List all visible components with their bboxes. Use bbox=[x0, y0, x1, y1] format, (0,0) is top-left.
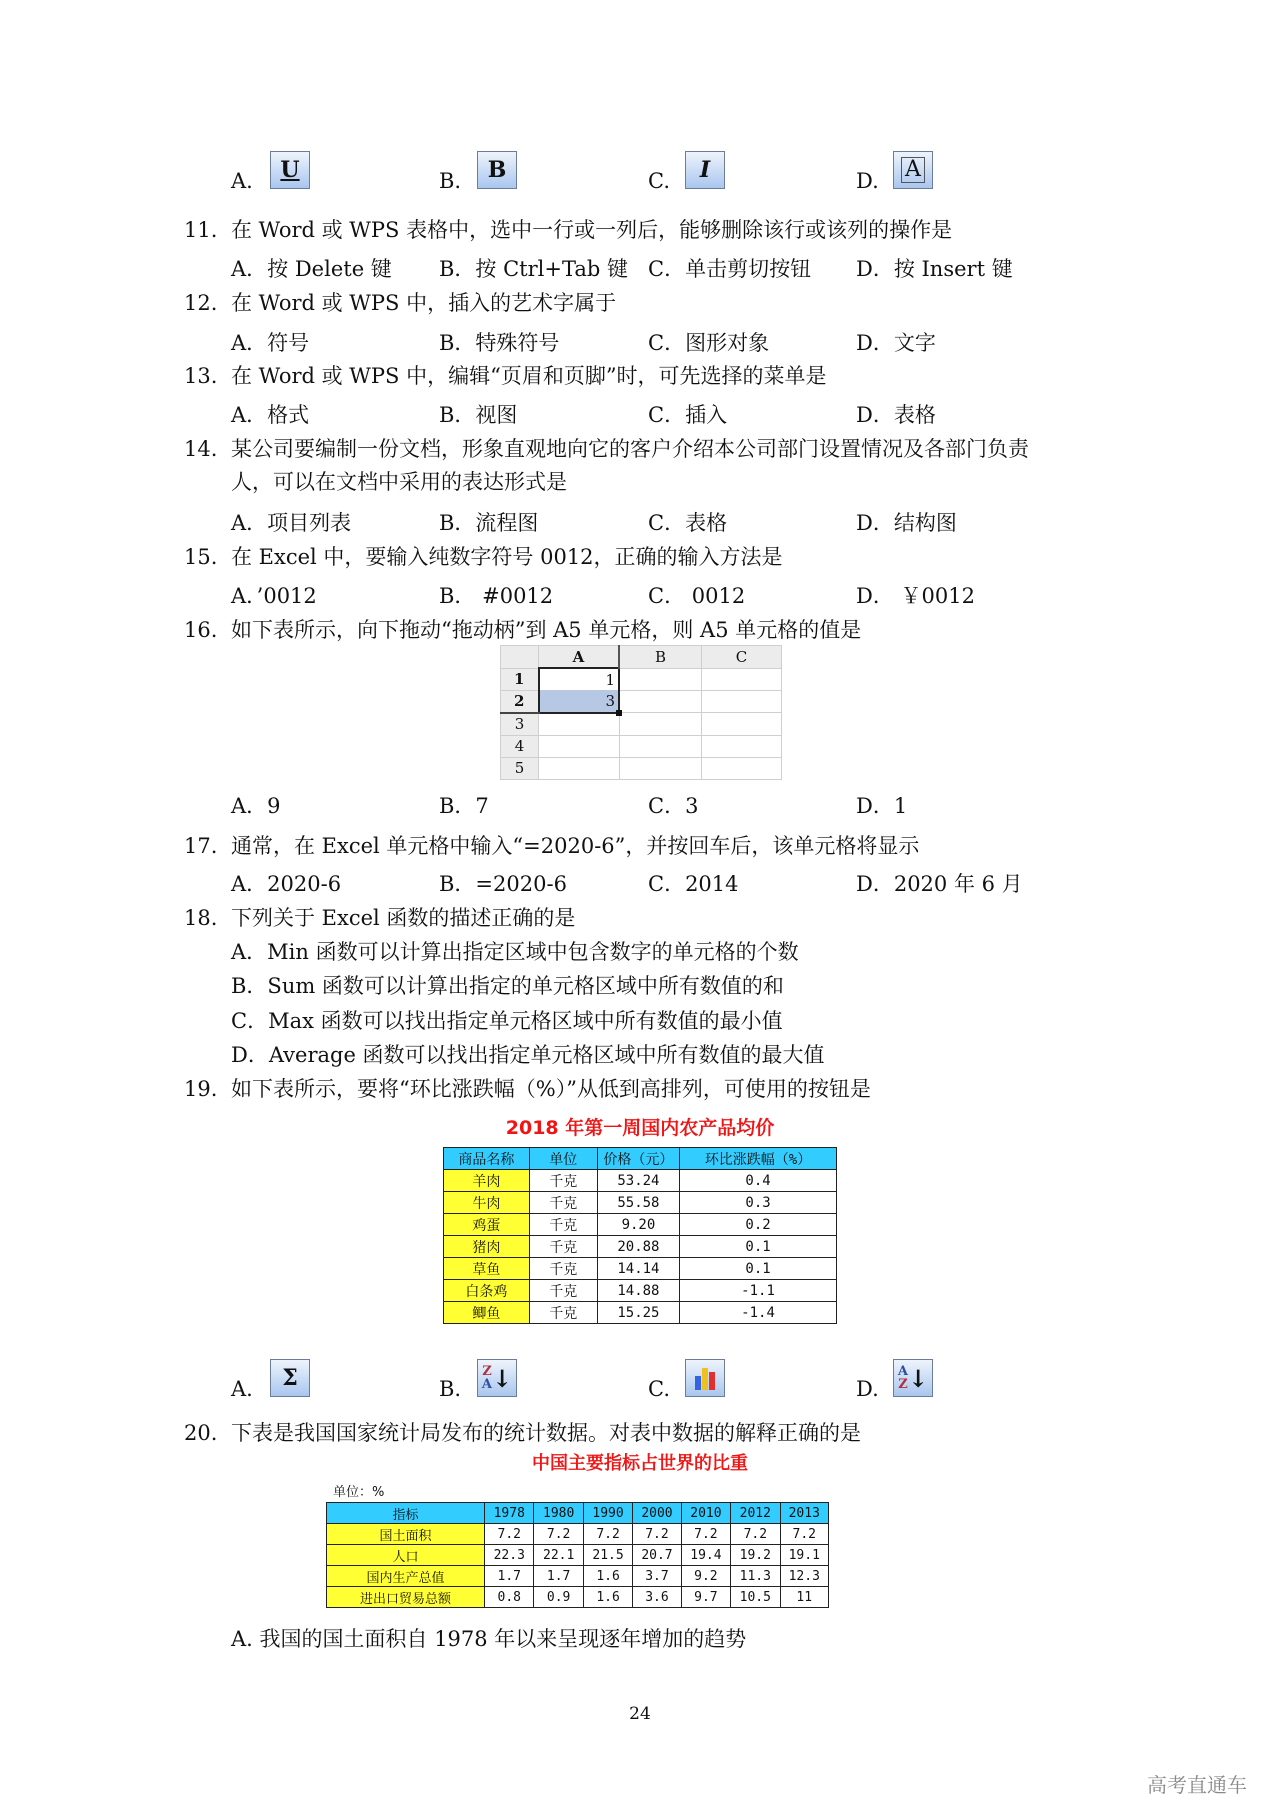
question-text: 如下表所示，要将“环比涨跌幅（%）”从低到高排列，可使用的按钮是 bbox=[231, 1077, 871, 1101]
cell-a1[interactable]: 1 bbox=[539, 668, 620, 690]
option-b: B．按 Ctrl+Tab 键 bbox=[439, 257, 628, 281]
option-a: A．Min 函数可以计算出指定区域中包含数字的单元格的个数 bbox=[231, 940, 799, 964]
row-label: 白条鸡 bbox=[444, 1280, 530, 1302]
row-label: 国内生产总值 bbox=[327, 1566, 485, 1587]
table-row bbox=[444, 1192, 837, 1214]
option-a: A．2020-6 bbox=[231, 872, 342, 896]
option-b: B．Sum 函数可以计算出指定的单元格区域中所有数值的和 bbox=[231, 974, 784, 998]
table-cell: 1.7 bbox=[485, 1566, 534, 1587]
question-text: 人，可以在文档中采用的表达形式是 bbox=[231, 470, 567, 494]
row-label: 牛肉 bbox=[444, 1192, 530, 1214]
sum-icon: Σ bbox=[270, 1359, 310, 1397]
column-header: 商品名称 bbox=[444, 1148, 530, 1170]
table-cell: 1.6 bbox=[583, 1566, 632, 1587]
option-a: A．’0012 bbox=[231, 584, 317, 608]
question-number: 15. bbox=[184, 545, 218, 569]
column-header-c: C bbox=[702, 646, 782, 669]
column-header: 指标 bbox=[327, 1503, 485, 1524]
question-number: 16. bbox=[184, 618, 218, 642]
option-d: D．Average 函数可以找出指定单元格区域中所有数值的最大值 bbox=[231, 1043, 825, 1067]
table-row bbox=[444, 1170, 837, 1192]
table-cell: 9.7 bbox=[681, 1587, 730, 1608]
table1-title: 2018 年第一周国内农产品均价 bbox=[505, 1117, 775, 1139]
row-header: 5 bbox=[501, 757, 539, 779]
table-cell: 0.8 bbox=[485, 1587, 534, 1608]
question-number: 11. bbox=[184, 218, 218, 242]
option-label: C. bbox=[648, 169, 670, 193]
table-cell: 19.1 bbox=[780, 1545, 828, 1566]
table-cell: 14.88 bbox=[597, 1280, 679, 1302]
column-header: 2013 bbox=[780, 1503, 828, 1524]
row-label: 国土面积 bbox=[327, 1524, 485, 1545]
option-b: B． #0012 bbox=[439, 584, 554, 608]
row-label: 鸡蛋 bbox=[444, 1214, 530, 1236]
table-row bbox=[444, 1280, 837, 1302]
question-number: 18. bbox=[184, 906, 218, 930]
question-text: 某公司要编制一份文档，形象直观地向它的客户介绍本公司部门设置情况及各部门负责 bbox=[231, 437, 1029, 461]
table-row bbox=[444, 1302, 837, 1324]
table-row bbox=[444, 1214, 837, 1236]
table-cell: 22.1 bbox=[534, 1545, 583, 1566]
option-d: D．结构图 bbox=[856, 511, 957, 535]
option-a: A．格式 bbox=[231, 403, 310, 427]
question-text: 在 Word 或 WPS 中，编辑“页眉和页脚”时，可先选择的菜单是 bbox=[231, 364, 827, 388]
option-a: A．项目列表 bbox=[231, 511, 352, 535]
table-cell: 55.58 bbox=[597, 1192, 679, 1214]
question-text: 在 Word 或 WPS 中，插入的艺术字属于 bbox=[231, 291, 617, 315]
table-cell: 千克 bbox=[529, 1280, 597, 1302]
table-row bbox=[444, 1258, 837, 1280]
option-c: C．插入 bbox=[648, 403, 728, 427]
option-d: D．2020 年 6 月 bbox=[856, 872, 1023, 896]
row-header: 2 bbox=[501, 690, 539, 713]
row-label: 羊肉 bbox=[444, 1170, 530, 1192]
table-cell: 千克 bbox=[529, 1192, 597, 1214]
table2-unit: 单位：% bbox=[333, 1485, 385, 1500]
option-b: B．特殊符号 bbox=[439, 331, 560, 355]
table-cell: 千克 bbox=[529, 1170, 597, 1192]
table-row bbox=[327, 1566, 829, 1587]
header-row bbox=[444, 1148, 837, 1170]
table-cell: 0.1 bbox=[680, 1258, 837, 1280]
column-header: 环比涨跌幅（%） bbox=[680, 1148, 837, 1170]
table-cell: 11 bbox=[780, 1587, 828, 1608]
option-a: A．9 bbox=[231, 794, 281, 818]
table-cell: 19.2 bbox=[731, 1545, 780, 1566]
option-b: B．=2020-6 bbox=[439, 872, 567, 896]
option-d: D． ￥0012 bbox=[856, 584, 975, 608]
price-table bbox=[443, 1147, 837, 1324]
option-label: C. bbox=[648, 1377, 670, 1401]
option-label: A. bbox=[231, 1377, 253, 1401]
table-cell: 7.2 bbox=[780, 1524, 828, 1545]
table-cell: 7.2 bbox=[633, 1524, 681, 1545]
option-c: C． 0012 bbox=[648, 584, 746, 608]
table-cell: 7.2 bbox=[583, 1524, 632, 1545]
row-label: 进出口贸易总额 bbox=[327, 1587, 485, 1608]
option-c: C．单击剪切按钮 bbox=[648, 257, 812, 281]
option-c: C．3 bbox=[648, 794, 699, 818]
table-cell: 7.2 bbox=[731, 1524, 780, 1545]
table-row bbox=[444, 1236, 837, 1258]
question-text: 如下表所示，向下拖动“拖动柄”到 A5 单元格，则 A5 单元格的值是 bbox=[231, 618, 862, 642]
table-cell: 21.5 bbox=[583, 1545, 632, 1566]
option-d: D．表格 bbox=[856, 403, 936, 427]
table-cell: 0.4 bbox=[680, 1170, 837, 1192]
option-a: A．按 Delete 键 bbox=[231, 257, 392, 281]
bold-icon: B bbox=[477, 151, 517, 189]
column-header: 2010 bbox=[681, 1503, 730, 1524]
row-label: 鲫鱼 bbox=[444, 1302, 530, 1324]
column-header: 1978 bbox=[485, 1503, 534, 1524]
table-cell: 20.88 bbox=[597, 1236, 679, 1258]
option-label: B. bbox=[439, 169, 462, 193]
option-c: C．表格 bbox=[648, 511, 728, 535]
question-number: 20. bbox=[184, 1421, 218, 1445]
option-d: D．文字 bbox=[856, 331, 936, 355]
column-header-b: B bbox=[619, 646, 702, 669]
option-c: C．Max 函数可以找出指定单元格区域中所有数值的最小值 bbox=[231, 1009, 783, 1033]
table-cell: 千克 bbox=[529, 1236, 597, 1258]
table-cell: 15.25 bbox=[597, 1302, 679, 1324]
row-header: 3 bbox=[501, 713, 539, 736]
table-cell: 千克 bbox=[529, 1258, 597, 1280]
table-cell: 10.5 bbox=[731, 1587, 780, 1608]
table-cell: -1.4 bbox=[680, 1302, 837, 1324]
table-cell: 20.7 bbox=[633, 1545, 681, 1566]
table-cell: 3.7 bbox=[633, 1566, 681, 1587]
option-b: B．流程图 bbox=[439, 511, 539, 535]
question-text: 下列关于 Excel 函数的描述正确的是 bbox=[231, 906, 576, 930]
option-label: D. bbox=[856, 1377, 879, 1401]
question-text: 通常，在 Excel 单元格中输入“=2020-6”，并按回车后，该单元格将显示 bbox=[231, 834, 920, 858]
table-cell: 9.2 bbox=[681, 1566, 730, 1587]
table-cell: 7.2 bbox=[534, 1524, 583, 1545]
text-box-icon: A bbox=[893, 151, 933, 189]
table-cell: 0.1 bbox=[680, 1236, 837, 1258]
table-cell: 7.2 bbox=[681, 1524, 730, 1545]
chart-icon bbox=[685, 1359, 725, 1397]
option-c: C．2014 bbox=[648, 872, 739, 896]
option-d: D．1 bbox=[856, 794, 908, 818]
table-cell: 7.2 bbox=[485, 1524, 534, 1545]
question-number: 12. bbox=[184, 291, 218, 315]
row-label: 人口 bbox=[327, 1545, 485, 1566]
option-a: A. 我国的国土面积自 1978 年以来呈现逐年增加的趋势 bbox=[231, 1627, 747, 1651]
row-label: 草鱼 bbox=[444, 1258, 530, 1280]
column-header: 2012 bbox=[731, 1503, 780, 1524]
option-label: A. bbox=[231, 169, 253, 193]
option-a: A．符号 bbox=[231, 331, 310, 355]
table-cell: 53.24 bbox=[597, 1170, 679, 1192]
table-cell: -1.1 bbox=[680, 1280, 837, 1302]
row-header: 4 bbox=[501, 735, 539, 757]
column-header: 2000 bbox=[633, 1503, 681, 1524]
table-cell: 0.9 bbox=[534, 1587, 583, 1608]
table-cell: 14.14 bbox=[597, 1258, 679, 1280]
row-header: 1 bbox=[501, 668, 539, 690]
column-header-a: A bbox=[539, 646, 620, 669]
table-cell: 0.2 bbox=[680, 1214, 837, 1236]
table-cell: 9.20 bbox=[597, 1214, 679, 1236]
watermark: 高考直通车 bbox=[1147, 1773, 1247, 1797]
table-row bbox=[327, 1524, 829, 1545]
fill-handle[interactable] bbox=[616, 710, 622, 716]
spreadsheet bbox=[500, 645, 782, 780]
header-row bbox=[327, 1503, 829, 1524]
table-cell: 千克 bbox=[529, 1214, 597, 1236]
option-c: C．图形对象 bbox=[648, 331, 770, 355]
column-header: 1990 bbox=[583, 1503, 632, 1524]
italic-icon: I bbox=[685, 151, 725, 189]
column-header: 价格（元） bbox=[597, 1148, 679, 1170]
page-number: 24 bbox=[629, 1704, 651, 1724]
table-row bbox=[327, 1545, 829, 1566]
column-header: 1980 bbox=[534, 1503, 583, 1524]
option-label: D. bbox=[856, 169, 879, 193]
sort-ascending-icon: A Z ↓ bbox=[893, 1359, 933, 1397]
question-text: 下表是我国国家统计局发布的统计数据。对表中数据的解释正确的是 bbox=[231, 1421, 861, 1445]
table-row bbox=[327, 1587, 829, 1608]
question-number: 13. bbox=[184, 364, 218, 388]
option-d: D．按 Insert 键 bbox=[856, 257, 1013, 281]
table-cell: 千克 bbox=[529, 1302, 597, 1324]
question-text: 在 Word 或 WPS 表格中，选中一行或一列后，能够删除该行或该列的操作是 bbox=[231, 218, 953, 242]
cell-a2[interactable]: 3 bbox=[539, 690, 620, 713]
option-label: B. bbox=[439, 1377, 462, 1401]
question-text: 在 Excel 中，要输入纯数字符号 0012，正确的输入方法是 bbox=[231, 545, 783, 569]
table2-title: 中国主要指标占世界的比重 bbox=[532, 1453, 748, 1474]
table-cell: 11.3 bbox=[731, 1566, 780, 1587]
indicator-table bbox=[326, 1502, 829, 1608]
table-cell: 3.6 bbox=[633, 1587, 681, 1608]
table-cell: 12.3 bbox=[780, 1566, 828, 1587]
option-b: B．视图 bbox=[439, 403, 518, 427]
table-cell: 22.3 bbox=[485, 1545, 534, 1566]
question-number: 19. bbox=[184, 1077, 218, 1101]
column-header: 单位 bbox=[529, 1148, 597, 1170]
table-cell: 19.4 bbox=[681, 1545, 730, 1566]
row-label: 猪肉 bbox=[444, 1236, 530, 1258]
question-number: 17. bbox=[184, 834, 218, 858]
table-cell: 0.3 bbox=[680, 1192, 837, 1214]
underline-icon: U bbox=[270, 151, 310, 189]
table-cell: 1.6 bbox=[583, 1587, 632, 1608]
sort-descending-icon: Z A ↓ bbox=[477, 1359, 517, 1397]
question-number: 14. bbox=[184, 437, 218, 461]
option-b: B．7 bbox=[439, 794, 489, 818]
table-cell: 1.7 bbox=[534, 1566, 583, 1587]
